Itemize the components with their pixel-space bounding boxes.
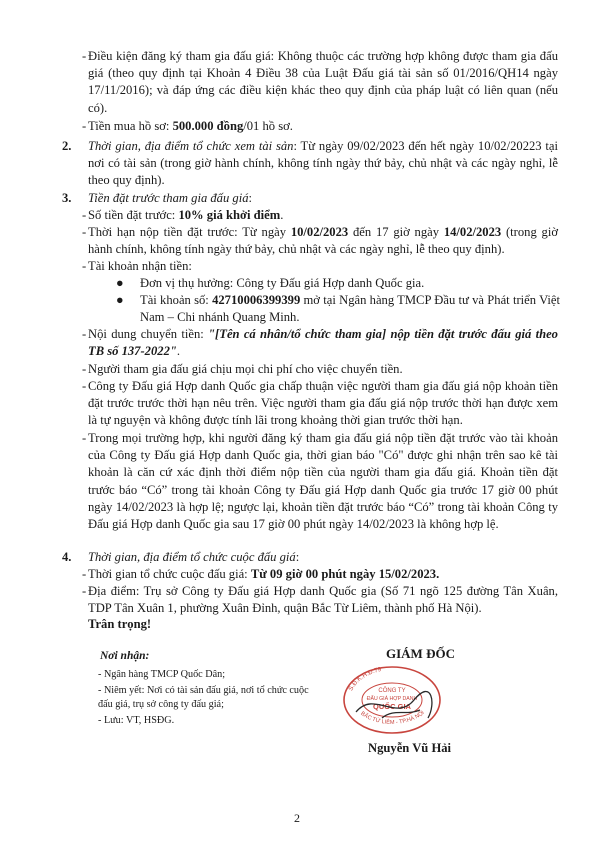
section-viewing-time: Thời gian, địa điểm tổ chức xem tài sản: Từ ngày 09/02/2023 đến hết ngày 10/02/20223 tại nơi có tài sản (trong giờ hành chính, không tính ngày thứ bảy, chủ nhật và các ngày nghỉ, lễ theo quy định). [88,139,559,188]
list-dash: - [82,49,87,63]
list-item-deposit-validity: Trong mọi trường hợp, khi người đăng ký tham gia đấu giá nộp tiền đặt trước vào tài khoản của Công ty Đấu giá Hợp danh Quốc gia, thời gian báo "Có" được ghi nhận trên sao kê tài khoản là căn cứ xác định thời điểm nộp tiền của người tham gia đấu giá. Khoản tiền đặt trước báo “Có” trong tài khoản Công ty Đấu giá Hợp danh Quốc gia trước 17 giờ 00 phút ngày 14/02/2023 là hợp lệ; ngược lại, khoản tiền đặt trước báo “Có” trong tài khoản Công ty Đấu giá Hợp danh Quốc gia sau 17 giờ 00 phút ngày 14/02/2023 là không hợp lệ. [88,431,558,532]
list-item-registration-conditions: Điều kiện đăng ký tham gia đấu giá: Không thuộc các trường hợp không được tham gia đấu giá (theo quy định tại Khoản 4 Điều 38 của Luật Đấu giá tài sản số 01/2016/QH14 ngày 17/11/2016); và đáp ứng các điều kiện khác theo quy định của pháp luật có liên quan (nếu có). [88,49,558,115]
recipient-item: - Lưu: VT, HSĐG. [98,715,175,726]
seal-address-text: BẮC TỪ LIÊM - TP.HÀ NỘI [359,710,426,726]
list-item-document-fee: Tiền mua hồ sơ: 500.000 đồng/01 hồ sơ. [88,119,293,133]
list-dash: - [82,208,87,222]
list-item-deposit-deadline: Thời hạn nộp tiền đặt trước: Từ ngày 10/02/2023 đến 17 giờ ngày 14/02/2023 (trong giờ hành chính, không tính ngày thứ bảy, chủ nhật và các ngày nghỉ, lễ theo quy định). [88,225,559,257]
director-title: GIÁM ĐỐC [386,646,455,661]
page-number: 2 [294,811,300,825]
closing-greeting: Trân trọng! [88,617,152,631]
seal-national-text: QUỐC GIA [373,702,411,711]
signer-name: Nguyễn Vũ Hải [368,741,452,755]
list-item-transfer-fees: Người tham gia đấu giá chịu mọi chi phí cho việc chuyển tiền. [88,362,403,376]
list-dash: - [82,431,87,445]
section-number: 2. [62,139,72,153]
list-item-deposit-amount: Số tiền đặt trước: 10% giá khởi điểm. [88,208,284,222]
list-item-receiving-account: Tài khoản nhận tiền: [88,259,192,273]
section-number: 3. [62,191,72,205]
seal-company-name: ĐẤU GIÁ HỢP DANH [366,696,418,702]
list-dash: - [82,584,87,598]
list-dash: - [82,379,87,393]
bullet: ● [116,276,124,290]
svg-text:S.Đ.K.H.Đ:79 [347,666,382,692]
list-dash: - [82,327,87,341]
recipient-item: - Niêm yết: Nơi có tài sản đấu giá, nơi tổ chức cuộc đấu giá, trụ sở công ty đấu giá; [98,685,309,710]
section-deposit-title: Tiền đặt trước tham gia đấu giá: [88,191,253,205]
recipient-item: - Ngân hàng TMCP Quốc Dân; [98,669,226,680]
seal-company-text: CÔNG TY [378,688,406,694]
list-item-transfer-content: Nội dung chuyển tiền: "[Tên cá nhân/tổ chức tham gia] nộp tiền đặt trước đấu giá theo TB số 137-2022". [88,327,558,359]
list-dash: - [82,119,87,133]
list-dash: - [82,567,87,581]
recipients-title: Nơi nhận: [100,650,150,662]
list-item-auction-time: Thời gian tổ chức cuộc đấu giá: Từ 09 giờ 00 phút ngày 15/02/2023. [88,567,440,581]
list-dash: - [82,362,87,376]
list-item-early-deposit: Công ty Đấu giá Hợp danh Quốc gia chấp thuận việc người tham gia đấu giá nộp khoản tiền đặt trước trước thời hạn nêu trên. Việc người tham gia đấu giá nộp trước thời hạn được xem là tự nguyện và không được tính lãi trong khoảng thời gian trước thời hạn. [88,379,558,428]
list-dash: - [82,259,87,273]
list-dash: - [82,225,87,239]
list-item-auction-location: Địa điểm: Trụ sở Công ty Đấu giá Hợp danh Quốc gia (Số 71 ngõ 125 đường Tân Xuân, TDP Tân Xuân 1, phường Xuân Đỉnh, quận Bắc Từ Liêm, thành phố Hà Nội). [88,584,558,616]
section-auction-time-title: Thời gian, địa điểm tổ chức cuộc đấu giá: [88,550,300,564]
bullet: ● [116,293,124,307]
seal-registration-text: S.Đ.K.H.Đ:79 [347,666,382,693]
section-number: 4. [62,550,72,564]
company-seal [336,660,448,734]
bullet-account-number: Tài khoản số: 42710006399399 mở tại Ngân hàng TMCP Đầu tư và Phát triển Việt Nam – Chi nhánh Quang Minh. [140,293,560,325]
svg-text:BẮC TỪ LIÊM - TP.HÀ NỘI [359,710,426,726]
bullet-beneficiary: Đơn vị thụ hưởng: Công ty Đấu giá Hợp danh Quốc gia. [140,276,425,290]
